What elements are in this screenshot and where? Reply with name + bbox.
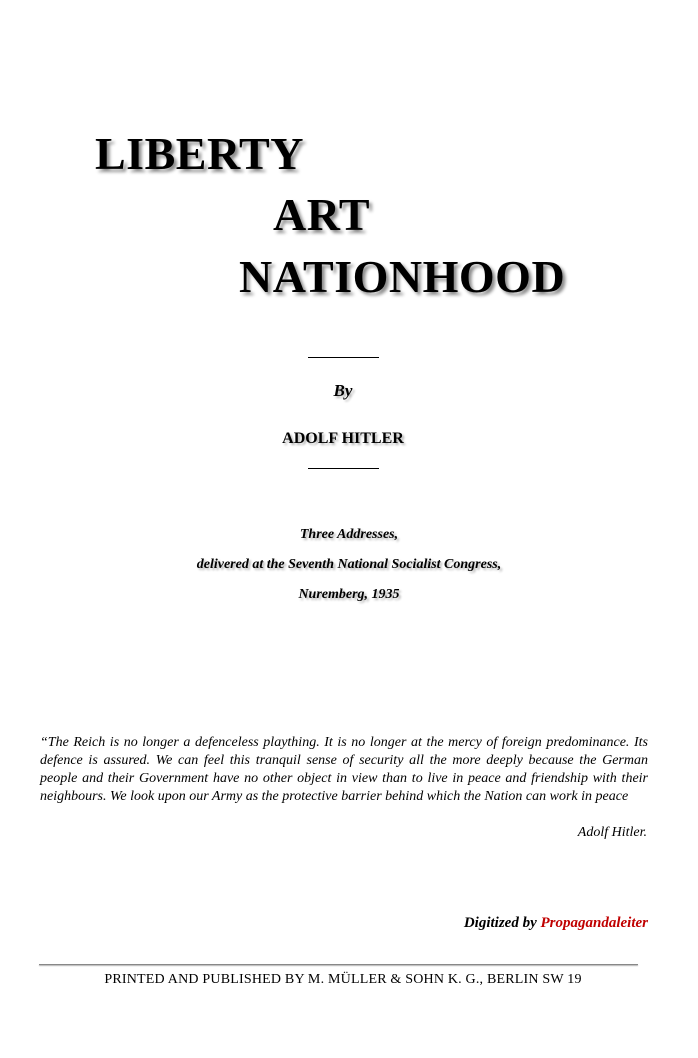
digitized-prefix: Digitized by <box>463 915 541 931</box>
title-line-2: ART <box>273 189 371 240</box>
title-line-1: LIBERTY <box>95 128 304 179</box>
title-line-3: NATIONHOOD <box>239 251 566 302</box>
divider-bottom <box>308 468 379 469</box>
publisher-line: PRINTED AND PUBLISHED BY M. MÜLLER & SOHN K. G., BERLIN SW 19 <box>104 972 582 987</box>
footer-divider <box>39 964 638 965</box>
quote-text: “The Reich is no longer a defenceless plaything. It is no longer at the mercy of foreign predominance. Its defence is assured. We can feel this tranquil sense of security all the more deeply because the German people and their Government have no other object in view than to live in peace and friendship with their neighbours. We look upon our Army as the protective barrier behind which the Nation can work in peace <box>40 735 648 804</box>
byline-by: By <box>333 381 353 400</box>
subtitle-line-2: delivered at the Seventh National Socialist Congress, <box>196 557 502 572</box>
subtitle-line-1: Three Addresses, <box>299 527 399 542</box>
digitized-name: Propagandaleiter <box>540 915 648 931</box>
subtitle-line-3: Nuremberg, 1935 <box>298 587 400 602</box>
quote-attribution: Adolf Hitler. <box>577 825 647 840</box>
divider-top <box>308 357 379 358</box>
digitized-credit <box>464 915 648 932</box>
author-name: ADOLF HITLER <box>282 430 404 447</box>
